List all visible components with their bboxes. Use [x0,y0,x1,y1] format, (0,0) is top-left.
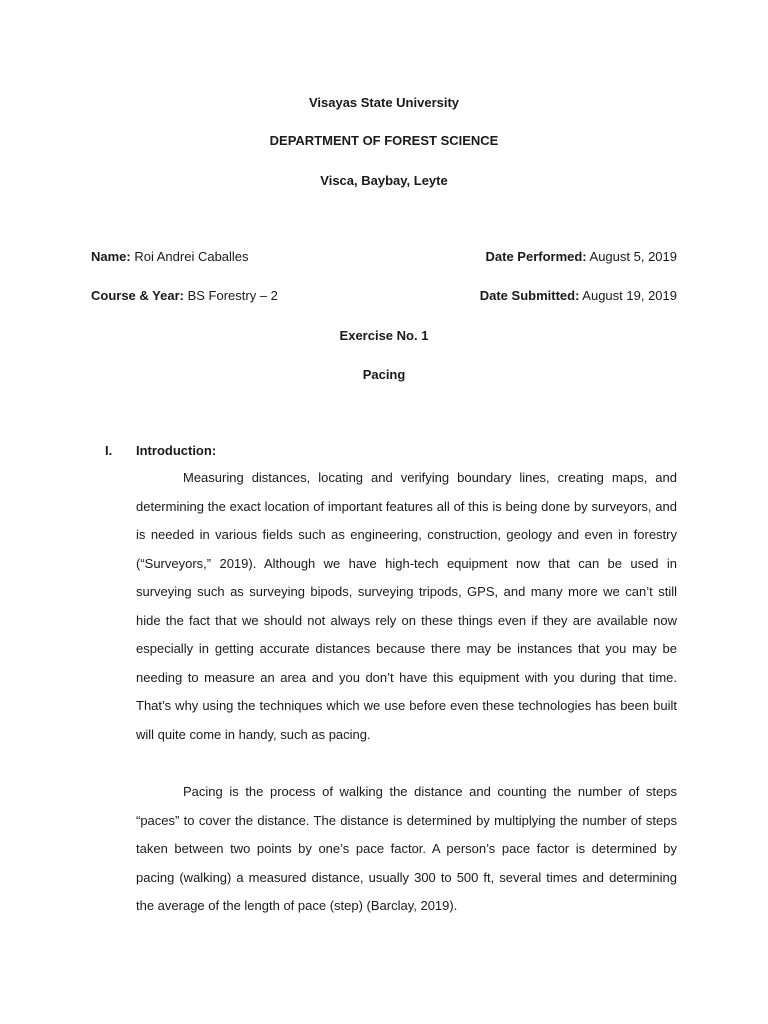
section-numeral: I. [105,443,113,458]
department-name: DEPARTMENT OF FOREST SCIENCE [269,133,499,148]
course-year-value: BS Forestry – 2 [183,288,278,303]
date-performed-label: Date Performed: [485,249,587,264]
intro-paragraph-1: Measuring distances, locating and verifying boundary lines, creating maps, and determining the exact location of important features all of this is being done by surveyors, and is needed in various fields such as engineering, construction, geology and even in forestry (“Surveyors,” 2019). Although we have high-tech equipment now that can be used in surveying such as surveying bipods, surveying tripods, GPS, and many more we can’t still hide the fact that we should not always rely on these things even if they are available now especially in getting accurate distances because there may be instances that you may be needing to measure an area and you don’t have this equipment with you during that time. That’s why using the techniques which we use before even these technologies has been built will quite come in handy, such as pacing. [136,470,677,742]
university-name: Visayas State University [308,95,460,110]
intro-paragraph-2: Pacing is the process of walking the distance and counting the number of steps “paces” to cover the distance. The distance is determined by multiplying the number of steps taken between two points by one’s pace factor. A person’s pace factor is determined by pacing (walking) a measured distance, usually 300 to 500 ft, several times and determining the average of the length of pace (step) (Barclay, 2019). [136,784,677,913]
date-submitted-value: August 19, 2019 [579,288,677,303]
date-submitted-line [480,288,677,304]
course-year-line [91,288,278,304]
course-year-label: Course & Year: [91,288,184,303]
section-heading: Introduction: [136,443,217,458]
date-submitted-label: Date Submitted: [479,288,580,303]
student-name-label: Name: [91,249,131,264]
student-name-value: Roi Andrei Caballes [130,249,249,264]
date-performed-line [486,249,678,265]
student-name-line [91,249,249,265]
date-performed-value: August 5, 2019 [586,249,677,264]
exercise-title: Pacing [362,367,406,382]
exercise-number: Exercise No. 1 [339,328,429,343]
university-location: Visca, Baybay, Leyte [320,173,448,188]
